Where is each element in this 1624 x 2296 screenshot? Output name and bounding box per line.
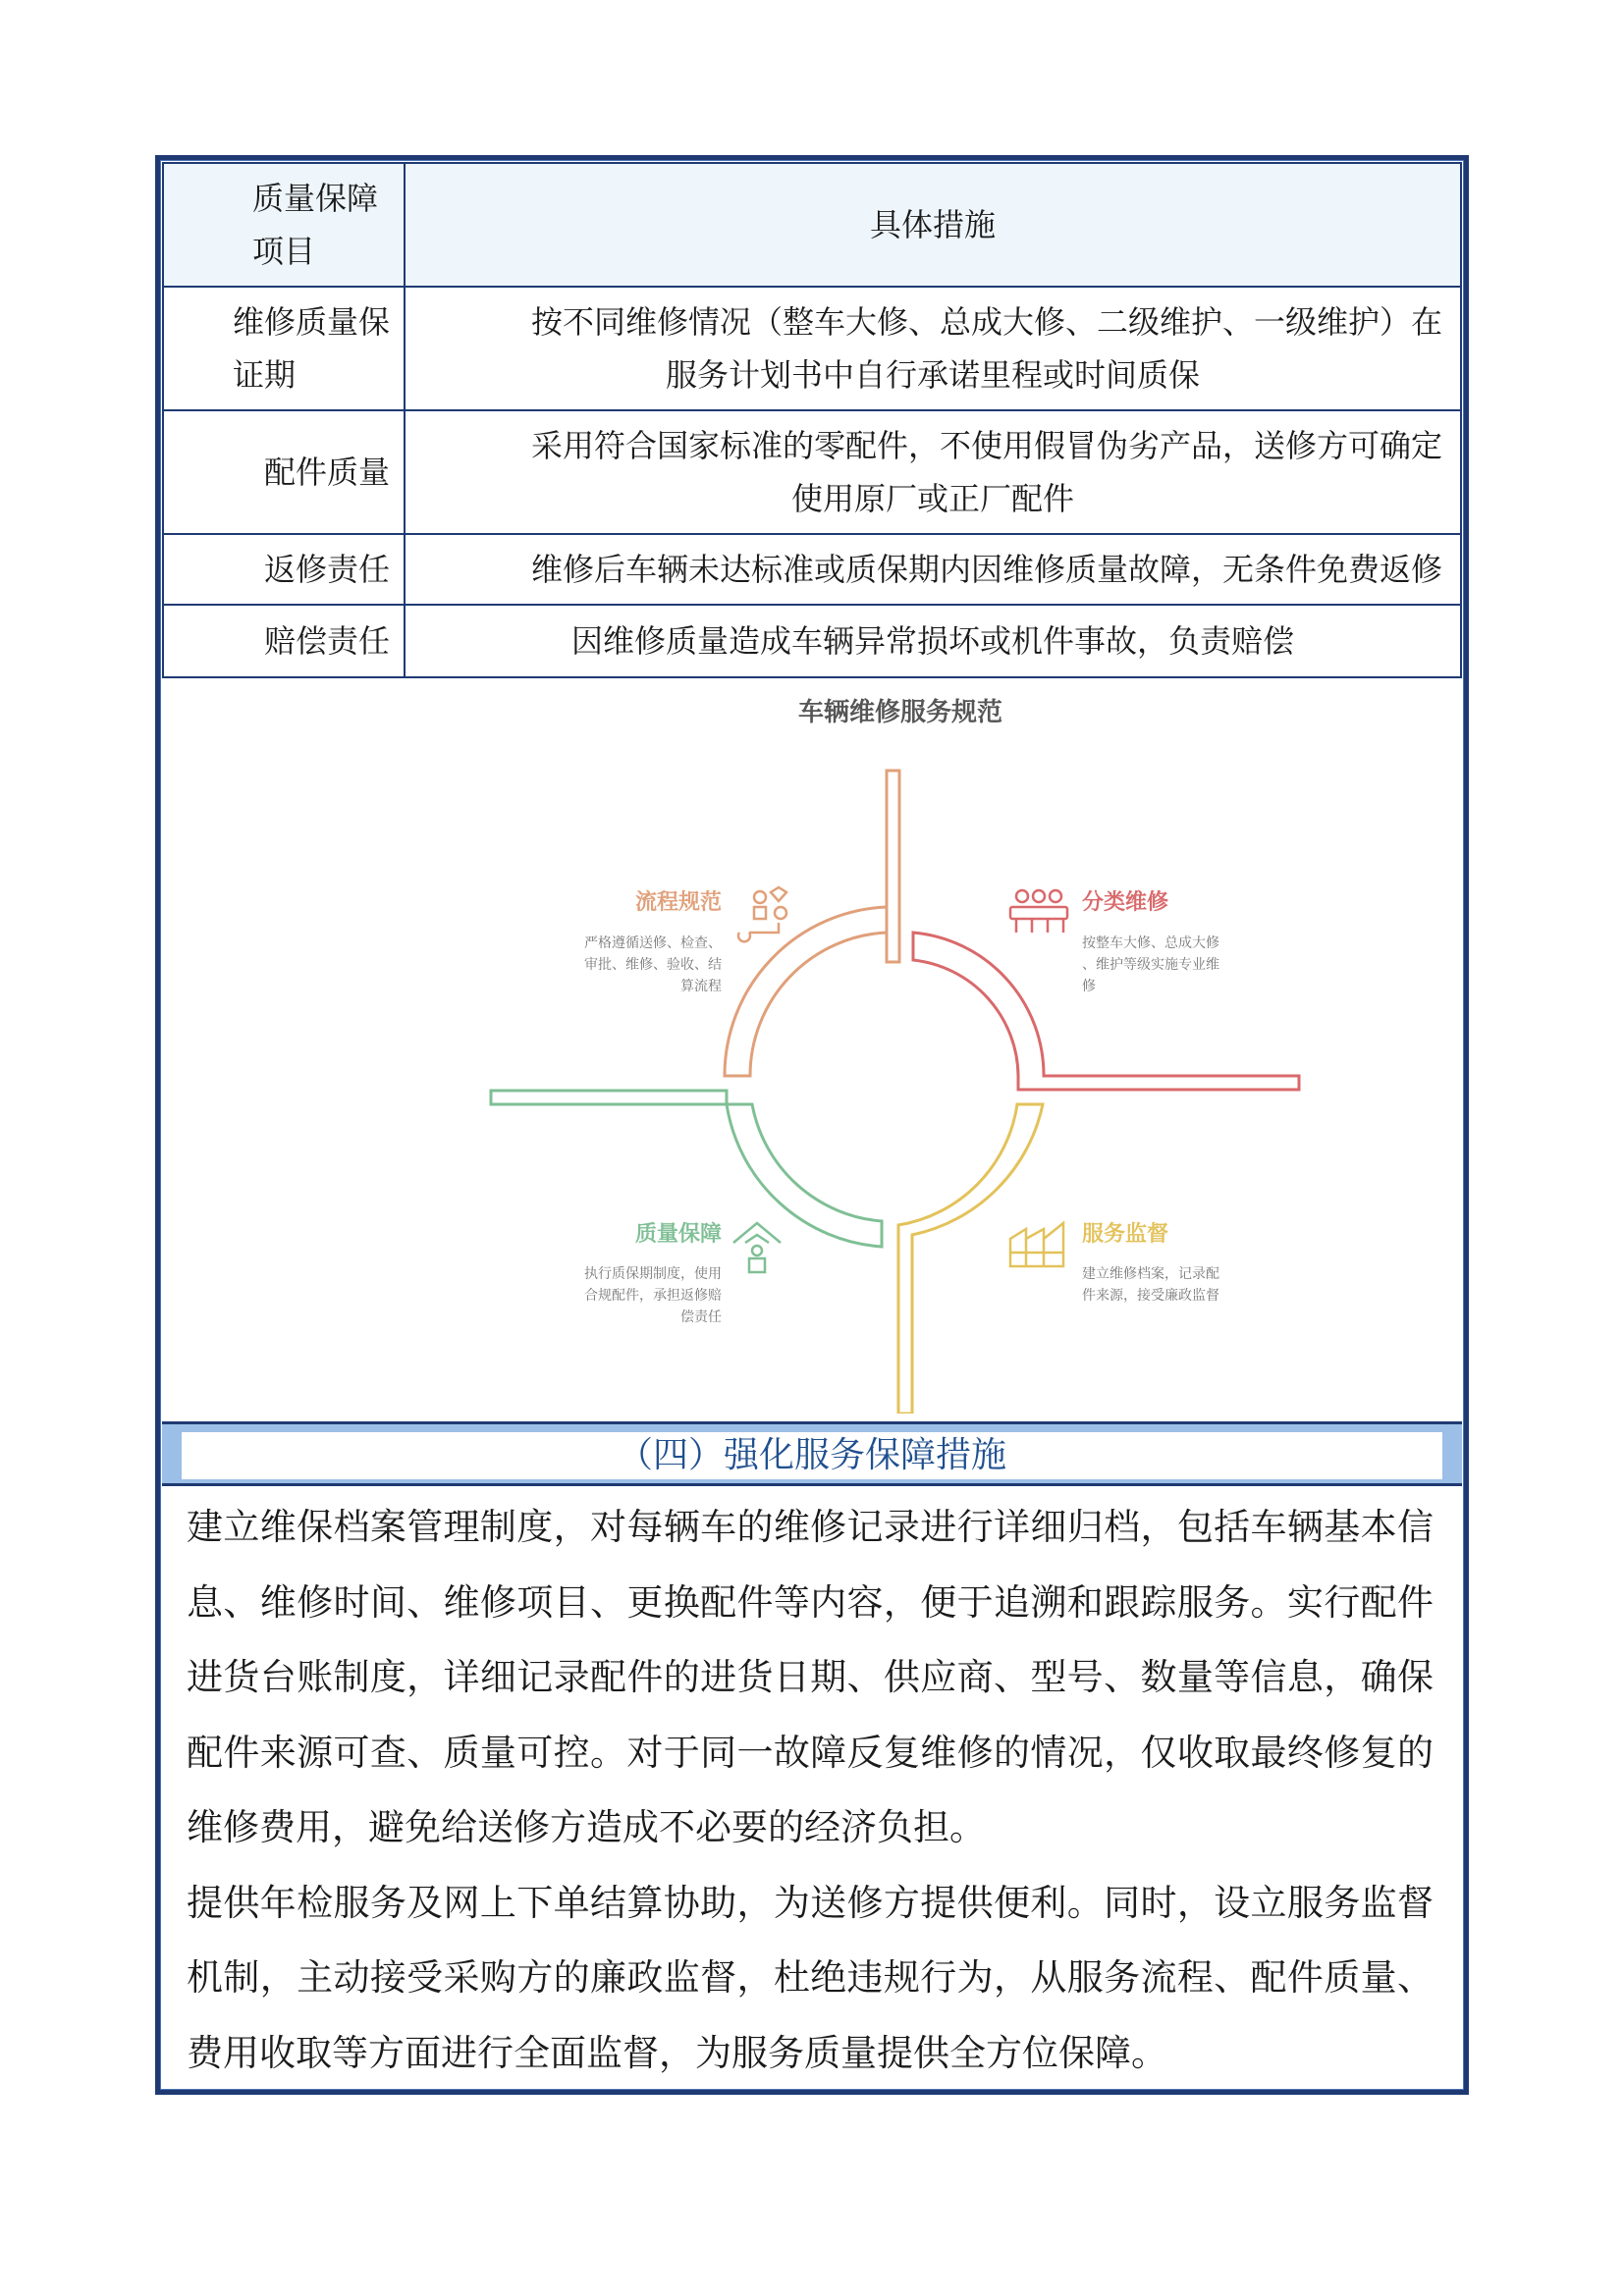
quadrant-service-supervision [1010, 1221, 1219, 1304]
table-header-row [163, 163, 1461, 287]
arc-top-right [913, 933, 1299, 1090]
quadrant-title: 分类维修 [1082, 890, 1169, 915]
quadrant-desc-line: 执行质保期制度，使用 [584, 1266, 722, 1282]
quadrant-classified-repair [1010, 889, 1219, 994]
diagram-title: 车辆维修服务规范 [797, 698, 1003, 727]
table-row [163, 605, 1461, 677]
service-norms-diagram [162, 675, 1462, 1414]
section-title: （四）强化服务保障措施 [182, 1432, 1442, 1479]
quadrant-desc-line: 审批、维修、验收、结 [584, 957, 722, 973]
team-meeting-icon [1010, 890, 1067, 933]
quadrant-quality-assurance [584, 1221, 781, 1325]
quadrant-desc-line: 件来源，接受廉政监督 [1082, 1288, 1219, 1304]
quadrant-desc-line: 修 [1082, 979, 1096, 994]
row-measure: 维修后车辆未达标准或质保期内因维修质量故障，无条件免费返修 [405, 534, 1461, 605]
quadrant-desc-line: 偿责任 [680, 1309, 722, 1325]
table-row [163, 534, 1461, 605]
row-measure-line: 采用符合国家标准的零配件，不使用假冒伪劣产品，送修方可确定 [530, 427, 1442, 464]
body-text [187, 1490, 1434, 2091]
house-shield-icon [733, 1223, 781, 1272]
row-measure [405, 410, 1461, 534]
row-measure: 因维修质量造成车辆异常损坏或机件事故，负责赔偿 [405, 605, 1461, 677]
quadrant-desc-line: 、维护等级实施专业维 [1082, 957, 1219, 973]
quadrant-desc-line: 建立维修档案，记录配 [1082, 1266, 1219, 1282]
arm-top-left [887, 771, 899, 962]
arc-top-left [725, 907, 887, 1076]
row-measure-line: 服务计划书中自行承诺里程或时间质保 [665, 356, 1200, 394]
row-item: 配件质量 [163, 410, 405, 534]
quadrant-desc-line: 按整车大修、总成大修 [1082, 935, 1219, 951]
quadrant-desc-line: 严格遵循送修、检查、 [584, 935, 722, 951]
factory-grid-icon [1010, 1223, 1063, 1266]
section-heading-bar [162, 1421, 1462, 1486]
body-paragraph: 建立维保档案管理制度，对每辆车的维修记录进行详细归档，包括车辆基本信息、维修时间、维修项目、更换配件等内容，便于追溯和跟踪服务。实行配件进货台账制度，详细记录配件的进货日期、供应商、型号、数量等信息，确保配件来源可查、质量可控。对于同一故障反复维修的情况，仅收取最终修复的维修费用，避免给送修方造成不必要的经济负担。 [187, 1506, 1434, 1848]
quadrant-title: 质量保障 [634, 1222, 722, 1247]
quadrant-desc-line: 合规配件，承担返修赔 [584, 1288, 722, 1304]
table-row [163, 287, 1461, 410]
row-item: 返修责任 [163, 534, 405, 605]
row-item: 赔偿责任 [163, 605, 405, 677]
header-measure: 具体措施 [405, 163, 1461, 287]
quality-table [162, 162, 1462, 678]
quadrant-title: 流程规范 [634, 890, 722, 915]
quadrant-desc-line: 算流程 [680, 979, 722, 994]
row-item: 维修质量保证期 [163, 287, 405, 410]
flow-shapes-icon [738, 887, 786, 941]
arc-bottom-right [898, 1104, 1043, 1414]
row-measure-line: 使用原厂或正厂配件 [790, 480, 1074, 517]
row-measure [405, 287, 1461, 410]
quadrant-title: 服务监督 [1082, 1222, 1169, 1247]
body-paragraph: 提供年检服务及网上下单结算协助，为送修方提供便利。同时，设立服务监督机制，主动接受采购方的廉政监督，杜绝违规行为，从服务流程、配件质量、费用收取等方面进行全面监督，为服务质量提供全方位保障。 [187, 1881, 1434, 2074]
row-measure-line: 按不同维修情况（整车大修、总成大修、二级维护、一级维护）在 [530, 303, 1442, 341]
header-item: 质量保障项目 [163, 163, 405, 287]
table-row [163, 410, 1461, 534]
